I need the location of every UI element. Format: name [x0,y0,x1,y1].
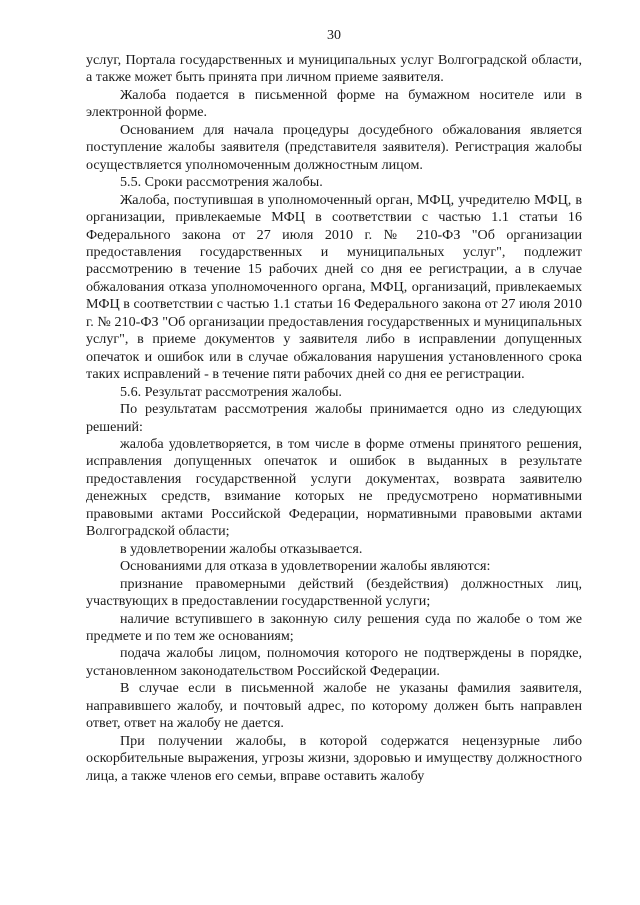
paragraph: в удовлетворении жалобы отказывается. [120,540,363,557]
paragraph: Основанием для начала процедуры досудебного обжалования является поступление жалобы заявителя (представителя заявителя). Регистрация жалобы осуществляется уполномоченным должностным лицом. [86,121,582,173]
paragraph: Жалоба подается в письменной форме на бумажном носителе или в электронной форме. [86,86,582,121]
page-number: 30 [327,28,341,43]
paragraph: жалоба удовлетворяется, в том числе в форме отмены принятого решения, исправления допущенных опечаток и ошибок в выданных в результате предоставления государственной услуги документах, возврата заявителю денежных средств, взимание которых не предусмотрено нормативными правовыми актами Российской Федерации, нормативными правовыми актами Волгоградской области; [86,435,582,540]
paragraph: наличие вступившего в законную силу решения суда по жалобе о том же предмете и по тем же основаниям; [86,610,582,644]
paragraph: признание правомерными действий (бездействия) должностных лиц, участвующих в предоставлении государственной услуги; [86,575,582,610]
paragraph: 5.5. Сроки рассмотрения жалобы. [120,174,323,191]
paragraph: Основаниями для отказа в удовлетворении жалобы являются: [120,558,491,575]
paragraph: 5.6. Результат рассмотрения жалобы. [120,383,342,400]
paragraph: В случае если в письменной жалобе не указаны фамилия заявителя, направившего жалобу, и почтовый адрес, по которому должен быть направлен ответ, ответ на жалобу не дается. [86,680,582,732]
paragraph: По результатам рассмотрения жалобы принимается одно из следующих решений: [86,401,582,435]
paragraph: подача жалобы лицом, полномочия которого не подтверждены в порядке, установленном законодательством Российской Федерации. [86,645,582,679]
paragraph: При получении жалобы, в которой содержатся нецензурные либо оскорбительные выражения, угрозы жизни, здоровью и имуществу должностного лица, а также членов его семьи, вправе оставить жалобу [86,732,582,784]
paragraph: услуг, Портала государственных и муниципальных услуг Волгоградской области, а также может быть принята при личном приеме заявителя. [86,52,582,86]
document-body [86,52,582,785]
paragraph: Жалоба, поступившая в уполномоченный орган, МФЦ, учредителю МФЦ, в организации, привлекаемые МФЦ в соответствии с частью 1.1 статьи 16 Федерального закона от 27 июля 2010 г. № 210-ФЗ "Об организации предоставления государственных и муниципальных услуг", подлежит рассмотрению в течение 15 рабочих дней со дня ее регистрации, а в случае обжалования отказа уполномоченного органа, МФЦ, организаций, привлекаемых МФЦ в соответствии с частью 1.1 статьи 16 Федерального закона от 27 июля 2010 г. № 210-ФЗ "Об организации предоставления государственных и муниципальных услуг", в приеме документов у заявителя либо в исправлении допущенных опечаток и ошибок или в случае обжалования нарушения установленного срока таких исправлений - в течение пяти рабочих дней со дня ее регистрации. [86,191,582,383]
